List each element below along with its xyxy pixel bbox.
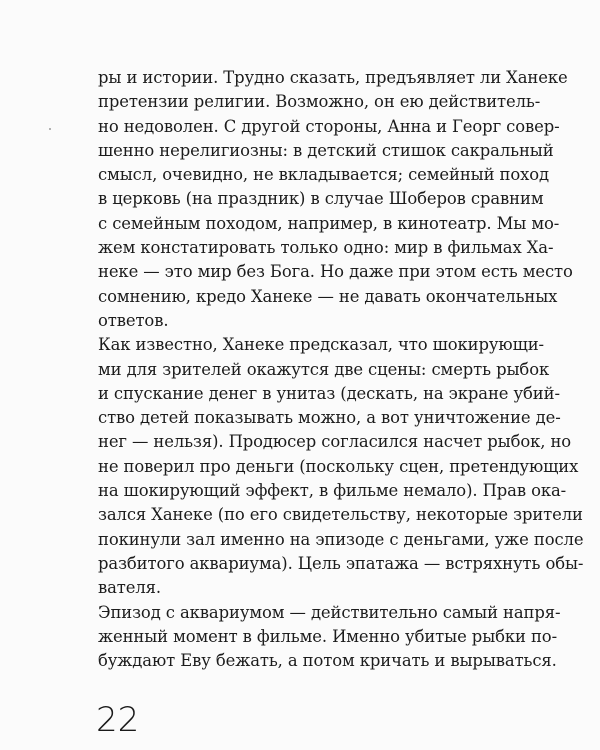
text-line: нег — нельзя). Продюсер согласился насчет рыбок, но — [98, 432, 572, 452]
text-line: на шокирующий эффект, в фильме немало). Прав ока- — [98, 481, 567, 501]
text-line: смысл, очевидно, не вкладывается; семейный поход — [98, 165, 550, 185]
text-line: жем констатировать только одно: мир в фильмах Ха- — [98, 238, 554, 258]
page-number: 22 — [96, 700, 140, 740]
text-line: ответов. — [98, 310, 169, 330]
text-line: ры и истории. Трудно сказать, предъявляет ли Ханеке — [98, 68, 568, 87]
text-line: Эпизод с аквариумом — действительно самый напря- — [98, 602, 561, 622]
text-line: ми для зрителей окажутся две сцены: смерть рыбок — [98, 359, 550, 379]
text-line: претензии религии. Возможно, он ею действитель- — [98, 92, 541, 112]
text-line: зался Ханеке (по его свидетельству, некоторые зрители — [98, 505, 583, 525]
text-line: с семейным походом, например, в кинотеатр. Мы мо- — [98, 213, 560, 233]
text-line: неке — это мир без Бога. Но даже при этом есть место — [98, 262, 573, 282]
text-line: сомнению, кредо Ханеке — не давать окончательных — [98, 286, 558, 306]
text-line: буждают Еву бежать, а потом кричать и вырываться. — [98, 651, 557, 671]
text-line: шенно нерелигиозны: в детский стишок сакральный — [98, 140, 554, 160]
text-line: разбитого аквариума). Цель эпатажа — встряхнуть обы- — [98, 553, 584, 573]
text-line: женный момент в фильме. Именно убитые рыбки по- — [98, 626, 558, 646]
text-line: но недоволен. С другой стороны, Анна и Георг совер- — [98, 116, 560, 136]
text-line: и спускание денег в унитаз (дескать, на экране убий- — [98, 383, 560, 403]
text-line: не поверил про деньги (поскольку сцен, претендующих — [98, 456, 579, 476]
body-text — [98, 66, 584, 673]
text-line: в церковь (на праздник) в случае Шоберов сравним — [98, 189, 544, 209]
text-line: ство детей показывать можно, а вот уничтожение де- — [98, 408, 561, 428]
text-line: Как известно, Ханеке предсказал, что шокирующи- — [98, 335, 544, 355]
margin-mark — [49, 128, 51, 130]
text-line: покинули зал именно на эпизоде с деньгами, уже после — [98, 529, 584, 549]
text-line: вателя. — [98, 578, 162, 598]
